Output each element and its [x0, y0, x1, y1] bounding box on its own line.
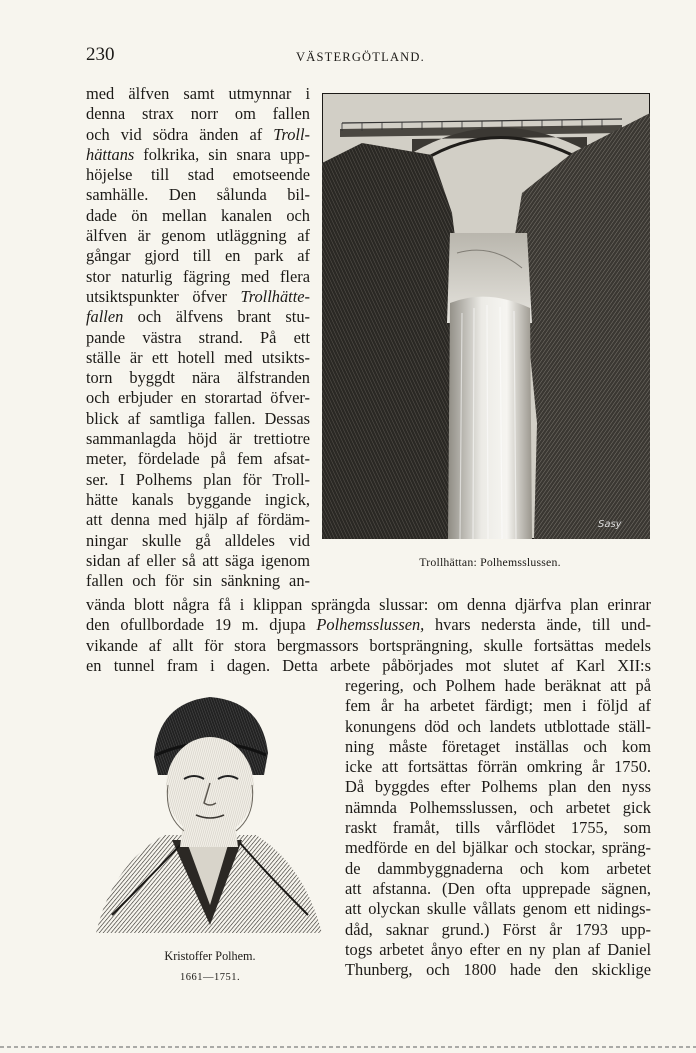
text-run: hätte kanals byggande ingick, [86, 489, 310, 509]
text-line [345, 838, 651, 858]
page-number: 230 [86, 44, 115, 65]
text-run: älfven är genom utläggning af [86, 226, 310, 246]
text-line [345, 798, 651, 818]
text-run: denna strax norr om fallen [86, 104, 310, 124]
italic-term: Polhemsslussen, [316, 615, 425, 635]
text-line [86, 165, 310, 185]
text-line [345, 717, 651, 737]
text-line [86, 185, 310, 205]
text-run: fallen och för sin sänkning an- [86, 571, 310, 591]
text-run: ställe är ett hotell med utsikts- [86, 347, 310, 367]
text-line [86, 531, 310, 551]
text-run: dade ön mellan kanalen och [86, 205, 310, 225]
left-column-text [86, 84, 310, 591]
portrait-name: Kristoffer Polhem. [164, 949, 256, 963]
text-line [345, 940, 651, 960]
text-line [86, 206, 310, 226]
text-line [86, 636, 651, 656]
text-run: torn byggdt nära älfstranden [86, 368, 310, 388]
text-line [86, 595, 651, 615]
text-line [345, 757, 651, 777]
text-line [86, 510, 310, 530]
text-line [345, 676, 651, 696]
text-line [86, 348, 310, 368]
page-edge [0, 1046, 696, 1048]
text-run: att olyckan skulle vållats genom ett nidings- [345, 899, 651, 919]
text-run: raskt framåt, tills vårflödet 1755, som [345, 818, 651, 838]
waterfall-engraving [322, 93, 650, 539]
text-line [345, 696, 651, 716]
text-run: utsiktspunkter öfver [86, 286, 241, 306]
text-run: ser. I Polhems plan för Troll- [86, 469, 310, 489]
text-run: fem år ha arbetet färdigt; men i följd af [345, 696, 651, 716]
text-line [345, 879, 651, 899]
text-line [86, 656, 651, 676]
text-run: sidan af eller så att säga igenom [86, 550, 310, 570]
text-run: sammanlagda höjd är trettiotre [86, 429, 310, 449]
text-line [86, 328, 310, 348]
text-run: nämnda Polhemsslussen, och arbetet gick [345, 797, 651, 817]
text-line [86, 246, 310, 266]
running-title: VÄSTERGÖTLAND. [296, 50, 425, 64]
text-run: stor naturlig fägring med flera [86, 266, 310, 286]
text-line [86, 307, 310, 327]
text-line [86, 449, 310, 469]
text-line [86, 226, 310, 246]
text-run: vikande af allt för stora bergmassors bortsprängning, skulle fortsättas medels [86, 635, 651, 655]
text-run: och erbjuder en storartad öfver- [86, 388, 310, 408]
portrait-dates: 1661—1751. [179, 972, 241, 983]
text-run: icke att fortsättas förrän omkring år 1750. [345, 757, 651, 777]
italic-term: Troll- [273, 124, 310, 144]
text-run: de dammbyggnaderna och kom arbetet [345, 858, 651, 878]
portrait-caption [86, 945, 334, 989]
text-run: vända blott några få i klippan sprängda slussar: om denna djärfva plan erinrar [86, 595, 651, 614]
text-line [86, 551, 310, 571]
text-run: medförde en del bjälkar och stockar, spräng- [345, 838, 651, 858]
engraver-signature: Sasy [598, 519, 622, 530]
italic-term: Trollhätte- [240, 286, 310, 306]
text-line [86, 125, 310, 145]
text-line [86, 287, 310, 307]
text-line [86, 84, 310, 104]
text-line [345, 777, 651, 797]
text-line [86, 470, 310, 490]
text-run: den ofullbordade 19 m. djupa [86, 615, 317, 635]
text-line [345, 737, 651, 757]
text-line [86, 409, 310, 429]
italic-term: hättans [86, 144, 135, 164]
text-line [345, 920, 651, 940]
text-line [86, 429, 310, 449]
text-line [345, 818, 651, 838]
full-width-text [86, 595, 651, 676]
text-run: blick af samtliga fallen. Dessas [86, 408, 310, 428]
text-run: gångar gjord till en park af [86, 246, 310, 266]
text-line [345, 960, 651, 980]
text-line [86, 267, 310, 287]
text-line [86, 490, 310, 510]
text-run: med älfven samt utmynnar i [86, 84, 310, 103]
text-line [86, 145, 310, 165]
text-line [86, 104, 310, 124]
italic-term: fallen [86, 307, 124, 327]
text-run: och vid södra änden af [86, 124, 274, 144]
text-run: att denna med hjälp af fördäm- [86, 510, 310, 530]
text-run: en tunnel fram i dagen. Detta arbete påbörjades mot slutet af Karl XII:s [86, 655, 651, 675]
text-run: att afstanna. (Den ofta upprepade sägnen, [345, 878, 651, 898]
text-run: folkrika, sin snara upp- [134, 144, 310, 164]
waterfall-caption: Trollhättan: Polhemsslussen. [419, 555, 561, 569]
text-run: dåd, saknar grund.) Först år 1793 upp- [345, 919, 651, 939]
text-run: pande västra strand. På ett [86, 327, 310, 347]
text-run: hvars nedersta ände, till und- [424, 615, 651, 635]
text-run: togs arbetet ånyo efter en ny plan af Daniel [345, 939, 651, 959]
text-run: ningar skulle gå alldeles vid [86, 530, 310, 550]
text-line [86, 368, 310, 388]
text-line [345, 899, 651, 919]
text-line [345, 859, 651, 879]
text-line [86, 571, 310, 591]
right-column-text [345, 676, 651, 980]
text-run: samhälle. Den sålunda bil- [86, 185, 310, 205]
text-line [86, 388, 310, 408]
text-run: meter, fördelade på fem afsat- [86, 449, 310, 469]
text-run: Då byggdes efter Polhems plan den nyss [345, 777, 651, 797]
portrait-engraving [92, 675, 328, 937]
text-line [86, 615, 651, 635]
text-run: regering, och Polhem hade beräknat att på [345, 676, 651, 695]
text-run: ning måste företaget inställas och kom [345, 736, 651, 756]
text-run: höjelse till stad emotseende [86, 165, 310, 185]
text-run: konungens död och landets utblottade ställ- [345, 716, 651, 736]
text-run: och älfvens brant stu- [123, 307, 310, 327]
text-run: Thunberg, och 1800 hade den skicklige [345, 960, 651, 980]
